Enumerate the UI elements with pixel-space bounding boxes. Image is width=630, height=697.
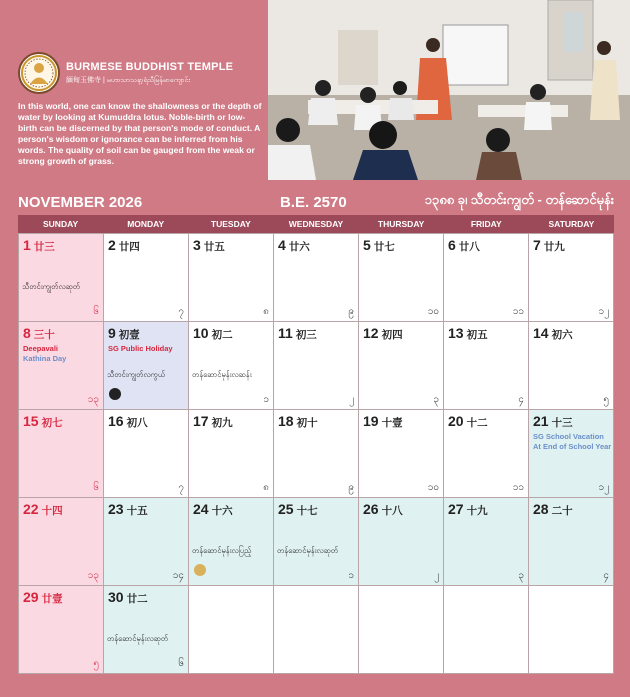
header [0, 0, 630, 182]
day-number: 27 [448, 501, 464, 517]
myanmar-lunar-phase: တန်ဆောင်မုန်းလဆုတ် [277, 546, 339, 555]
lunar-date: 初四 [381, 329, 403, 341]
day-number: 3 [193, 237, 201, 253]
lunar-date: 初十 [296, 417, 318, 429]
lunar-date: 廿壹 [41, 593, 63, 605]
day-cell-24 [189, 498, 274, 586]
weekday-saturday: SATURDAY [548, 219, 595, 229]
lunar-date: 初壹 [118, 329, 140, 341]
day-header [363, 237, 395, 255]
day-header [533, 501, 573, 519]
lunar-date: 十二 [466, 417, 488, 429]
day-header [23, 589, 63, 607]
myanmar-lunar-phase: သီတင်းကျွတ်လကွယ် [107, 370, 166, 379]
day-number: 12 [363, 325, 379, 341]
day-cell-22 [19, 498, 104, 586]
day-number: 15 [23, 413, 39, 429]
lunar-date: 初七 [41, 417, 63, 429]
lunar-date: 廿四 [118, 241, 140, 253]
lunar-date: 廿三 [33, 241, 55, 253]
weekday-header [18, 215, 614, 233]
day-header [193, 501, 233, 519]
day-cell-10 [189, 322, 274, 410]
day-header [448, 413, 488, 431]
lunar-date: 十三 [551, 417, 573, 429]
lunar-date: 十九 [466, 505, 488, 517]
day-cell-7 [529, 234, 614, 322]
lunar-date: 初六 [551, 329, 573, 341]
myanmar-day-number: ၁၂ [598, 482, 609, 493]
myanmar-day-number: ၉ [348, 482, 354, 493]
myanmar-day-number: ၆ [93, 306, 99, 317]
lunar-date: 初三 [295, 329, 317, 341]
day-cell-11 [274, 322, 359, 410]
weekday-friday: FRIDAY [470, 219, 502, 229]
month-title: NOVEMBER 2026 [18, 194, 143, 211]
weekday-tuesday: TUESDAY [210, 219, 251, 229]
myanmar-day-number: ၁၃ [87, 570, 99, 581]
day-cell-3 [189, 234, 274, 322]
day-number: 30 [108, 589, 124, 605]
lunar-date: 初八 [126, 417, 148, 429]
day-number: 29 [23, 589, 39, 605]
day-number: 1 [23, 237, 31, 253]
day-cell-26 [359, 498, 444, 586]
day-header [23, 413, 63, 431]
day-number: 13 [448, 325, 464, 341]
myanmar-day-number: ၁၁ [512, 306, 524, 317]
lunar-date: 十壹 [381, 417, 403, 429]
lunar-date: 十八 [381, 505, 403, 517]
event-note [533, 432, 611, 452]
day-header [193, 413, 233, 431]
day-cell-28 [529, 498, 614, 586]
day-header [533, 237, 565, 255]
day-number: 6 [448, 237, 456, 253]
day-header [278, 413, 318, 431]
day-header [193, 325, 233, 343]
empty-day-cell [529, 586, 614, 674]
myanmar-lunar-phase: သီတင်းကျွတ်လဆုတ် [22, 282, 81, 291]
holiday-note: SG Public Holiday [108, 344, 173, 353]
day-number: 4 [278, 237, 286, 253]
day-number: 16 [108, 413, 124, 429]
day-cell-18 [274, 410, 359, 498]
myanmar-day-number: ၂ [434, 570, 439, 581]
myanmar-day-number: ၆ [93, 482, 99, 493]
day-header [533, 325, 573, 343]
quote-text: In this world, one can know the shallowness or the depth of water by looking at Kumuddra lotus. Noble-birth or low-birth can be discerned by that person's mode of conduct. A person's wisdom or ignorance can be inferred from his words. The quality of soil can be gauged from the weak or strong growth of grass. [18, 101, 262, 166]
lunar-date: 廿八 [458, 241, 480, 253]
day-header [278, 325, 317, 343]
day-number: 19 [363, 413, 379, 429]
myanmar-day-number: ၆ [178, 658, 184, 669]
myanmar-day-number: ၄ [603, 570, 609, 581]
classroom-photo [268, 0, 630, 180]
day-cell-25 [274, 498, 359, 586]
month-title-row [18, 192, 614, 214]
myanmar-day-number: ၈ [263, 482, 269, 493]
day-number: 14 [533, 325, 549, 341]
day-header [108, 589, 148, 607]
day-header [278, 501, 318, 519]
day-header [108, 325, 140, 343]
event-note [23, 354, 66, 364]
day-header [448, 325, 488, 343]
event-note-line: Kathina Day [23, 354, 67, 363]
day-header [23, 237, 55, 255]
day-number: 17 [193, 413, 209, 429]
myanmar-lunar-phase: တန်ဆောင်မုန်းလဆန်း [192, 370, 252, 379]
full-moon-icon [194, 564, 206, 576]
day-header [193, 237, 225, 255]
day-cell-8 [19, 322, 104, 410]
myanmar-lunar-phase: တန်ဆောင်မုန်းလဆုတ် [107, 634, 169, 643]
day-cell-16 [104, 410, 189, 498]
event-note-line: SG School Vacation [533, 432, 604, 441]
day-cell-23 [104, 498, 189, 586]
event-note-line: At End of School Year [533, 442, 612, 451]
temple-subtitle: 緬甸玉佛寺 | မဟာသာသနာ့ရံသီမြန်မာကျောင်း [66, 76, 191, 84]
calendar-grid [18, 215, 614, 674]
day-header [23, 325, 55, 343]
day-number: 21 [533, 413, 549, 429]
day-cell-20 [444, 410, 529, 498]
day-number: 2 [108, 237, 116, 253]
lunar-date: 十五 [126, 505, 148, 517]
lunar-date: 廿二 [126, 593, 148, 605]
day-cell-21 [529, 410, 614, 498]
day-header [108, 413, 148, 431]
empty-day-cell [274, 586, 359, 674]
empty-day-cell [359, 586, 444, 674]
burmese-month-title: ၁၃၈၈ ခု၊ သီတင်းကျွတ် - တန်ဆောင်မုန်း [424, 192, 614, 207]
day-cell-12 [359, 322, 444, 410]
day-grid [18, 233, 614, 674]
myanmar-day-number: ၇ [178, 482, 184, 493]
myanmar-day-number: ၇ [178, 306, 184, 317]
day-number: 26 [363, 501, 379, 517]
day-number: 28 [533, 501, 549, 517]
day-cell-5 [359, 234, 444, 322]
weekday-thursday: THURSDAY [377, 219, 425, 229]
new-moon-icon [109, 388, 121, 400]
day-cell-30 [104, 586, 189, 674]
lunar-date: 十六 [211, 505, 233, 517]
myanmar-day-number: ၃ [433, 394, 439, 405]
day-cell-17 [189, 410, 274, 498]
day-number: 7 [533, 237, 541, 253]
day-header [363, 325, 403, 343]
myanmar-lunar-phase: တန်ဆောင်မုန်းလပြည့် [192, 546, 252, 555]
myanmar-day-number: ၁၂ [598, 306, 609, 317]
myanmar-day-number: ၉ [348, 306, 354, 317]
myanmar-day-number: ၃ [518, 570, 524, 581]
day-cell-1 [19, 234, 104, 322]
myanmar-day-number: ၄ [518, 394, 524, 405]
weekday-monday: MONDAY [127, 219, 165, 229]
day-header [108, 501, 148, 519]
myanmar-day-number: ၁၃ [87, 394, 99, 405]
temple-logo [18, 52, 60, 94]
day-header [533, 413, 573, 431]
day-cell-2 [104, 234, 189, 322]
lunar-date: 廿九 [543, 241, 565, 253]
lunar-date: 十四 [41, 505, 63, 517]
day-cell-27 [444, 498, 529, 586]
temple-name: BURMESE BUDDHIST TEMPLE [66, 60, 234, 73]
myanmar-day-number: ၁၀ [427, 306, 439, 317]
myanmar-day-number: ၈ [263, 306, 269, 317]
day-cell-6 [444, 234, 529, 322]
day-header [363, 501, 403, 519]
day-cell-4 [274, 234, 359, 322]
day-cell-19 [359, 410, 444, 498]
day-cell-13 [444, 322, 529, 410]
lunar-date: 廿七 [373, 241, 395, 253]
day-cell-14 [529, 322, 614, 410]
day-cell-29 [19, 586, 104, 674]
day-header [278, 237, 310, 255]
day-number: 23 [108, 501, 124, 517]
lunar-date: 三十 [33, 329, 55, 341]
holiday-note: Deepavali [23, 344, 59, 353]
weekday-sunday: SUNDAY [43, 219, 79, 229]
day-number: 9 [108, 325, 116, 341]
day-number: 10 [193, 325, 209, 341]
day-number: 24 [193, 501, 209, 517]
day-cell-9 [104, 322, 189, 410]
lunar-date: 十七 [296, 505, 318, 517]
myanmar-day-number: ၁၀ [427, 482, 439, 493]
day-header [363, 413, 403, 431]
lunar-date: 廿六 [288, 241, 310, 253]
myanmar-day-number: ၅ [93, 658, 99, 669]
day-header [448, 501, 488, 519]
empty-day-cell [444, 586, 529, 674]
day-number: 20 [448, 413, 464, 429]
lunar-date: 二十 [551, 505, 573, 517]
lunar-date: 初五 [466, 329, 488, 341]
myanmar-day-number: ၁ [263, 394, 269, 405]
day-number: 18 [278, 413, 294, 429]
myanmar-day-number: ၂ [349, 394, 354, 405]
myanmar-day-number: ၅ [603, 394, 609, 405]
day-number: 25 [278, 501, 294, 517]
lunar-date: 初九 [211, 417, 233, 429]
day-number: 8 [23, 325, 31, 341]
day-number: 22 [23, 501, 39, 517]
empty-day-cell [189, 586, 274, 674]
day-header [108, 237, 140, 255]
day-number: 11 [278, 325, 293, 341]
day-header [448, 237, 480, 255]
myanmar-day-number: ၁ [348, 570, 354, 581]
weekday-wednesday: WEDNESDAY [288, 219, 344, 229]
day-header [23, 501, 63, 519]
lunar-date: 廿五 [203, 241, 225, 253]
lunar-date: 初二 [211, 329, 233, 341]
day-number: 5 [363, 237, 371, 253]
myanmar-day-number: ၁၁ [512, 482, 524, 493]
myanmar-day-number: ၁၄ [172, 570, 184, 581]
temple-logo-block [18, 52, 233, 94]
buddhist-era-year: B.E. 2570 [280, 194, 347, 211]
day-cell-15 [19, 410, 104, 498]
temple-names [66, 61, 233, 86]
